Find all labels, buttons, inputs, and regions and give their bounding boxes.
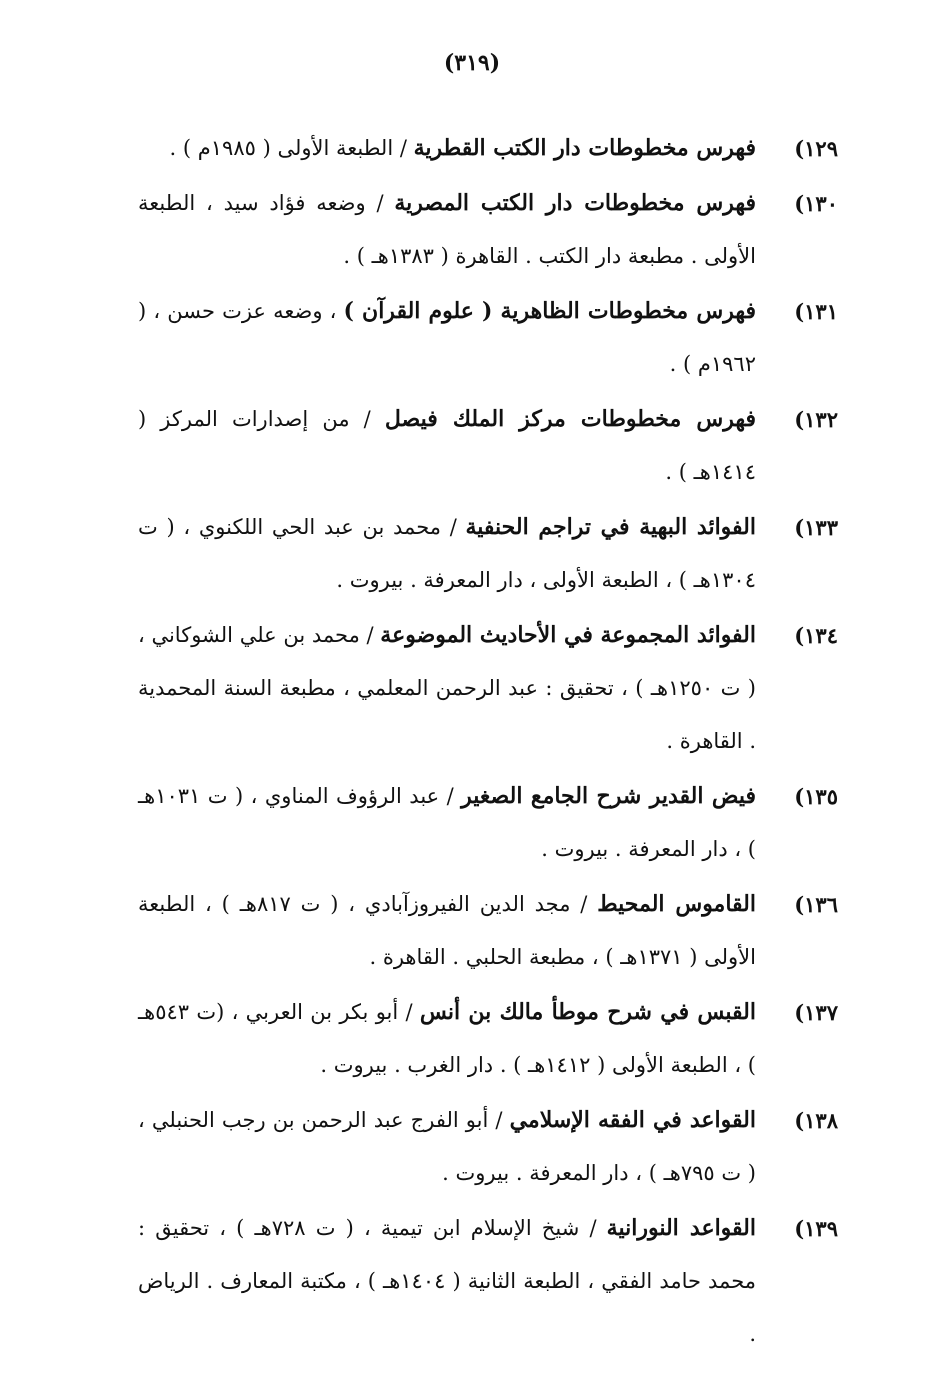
entry-title: الفوائد البهية في تراجم الحنفية xyxy=(465,514,756,540)
entry-details: / أبو الفرج عبد الرحمن بن رجب الحنبلي ، ( ت ٧٩٥هـ ) ، دار المعرفة . بيروت . xyxy=(138,1108,756,1185)
bibliography-entry xyxy=(138,770,838,876)
entry-details: / محمد بن علي الشوكاني ، ( ت ١٢٥٠هـ ) ، تحقيق : عبد الرحمن المعلمي ، مطبعة السنة المحمدية . القاهرة . xyxy=(138,623,756,753)
page-number: (٣١٩) xyxy=(443,50,501,76)
bibliography-entry xyxy=(138,986,838,1092)
bibliography-entry xyxy=(138,1202,838,1361)
entry-number: ١٣٥) xyxy=(794,784,838,809)
entry-title: القواعد في الفقه الإسلامي xyxy=(509,1107,756,1133)
bibliography-list xyxy=(138,122,838,1363)
entry-number: ١٣٢) xyxy=(794,407,838,432)
entry-details: / من إصدارات المركز ( ١٤١٤هـ ) . xyxy=(138,407,756,484)
entry-title: فهرس مخطوطات الظاهرية ( علوم القرآن ) xyxy=(343,298,756,324)
entry-title: فهرس مخطوطات دار الكتب المصرية xyxy=(394,190,756,216)
bibliography-entry xyxy=(138,285,838,391)
entry-title: القواعد النورانية xyxy=(606,1215,756,1241)
entry-details: / الطبعة الأولى ( ١٩٨٥م ) . xyxy=(169,136,414,160)
entry-title: فهرس مخطوطات مركز الملك فيصل xyxy=(384,406,756,432)
entry-details: / أبو بكر بن العربي ، (ت ٥٤٣هـ ) ، الطبعة الأولى ( ١٤١٢هـ ) . دار الغرب . بيروت . xyxy=(138,1000,756,1077)
entry-number: ١٣٨) xyxy=(794,1108,838,1133)
bibliography-entry xyxy=(138,1094,838,1200)
entry-title: القاموس المحيط xyxy=(597,891,756,917)
entry-number: ١٣٤) xyxy=(794,623,838,648)
bibliography-entry xyxy=(138,122,838,175)
bibliography-entry xyxy=(138,393,838,499)
entry-title: فيض القدير شرح الجامع الصغير xyxy=(461,783,756,809)
entry-details: / وضعه فؤاد سيد ، الطبعة الأولى . مطبعة دار الكتب . القاهرة ( ١٣٨٣هـ ) . xyxy=(138,191,756,268)
entry-title: فهرس مخطوطات دار الكتب القطرية xyxy=(413,135,756,161)
entry-details: / شيخ الإسلام ابن تيمية ، ( ت ٧٢٨هـ ) ، تحقيق : محمد حامد الفقي ، الطبعة الثانية ( ١٤٠٤هـ ) ، مكتبة المعارف . الرياض . xyxy=(138,1216,756,1346)
bibliography-entry xyxy=(138,609,838,768)
entry-title: الفوائد المجموعة في الأحاديث الموضوعة xyxy=(380,622,756,648)
entry-details: ، وضعه عزت حسن ، ( ١٩٦٢م ) . xyxy=(138,299,756,376)
entry-number: ١٣٦) xyxy=(794,892,838,917)
entry-number: ١٣٩) xyxy=(794,1216,838,1241)
entry-number: ١٣١) xyxy=(794,299,838,324)
entry-number: ١٣٠) xyxy=(794,191,838,216)
entry-number: ١٣٣) xyxy=(794,515,838,540)
entry-details: / مجد الدين الفيروزآبادي ، ( ت ٨١٧هـ ) ، الطبعة الأولى ( ١٣٧١هـ ) ، مطبعة الحلبي . القاهرة . xyxy=(138,892,756,969)
entry-details: / عبد الرؤوف المناوي ، ( ت ١٠٣١هـ ) ، دار المعرفة . بيروت . xyxy=(138,784,756,861)
entry-details: / محمد بن عبد الحي اللكنوي ، ( ت ١٣٠٤هـ ) ، الطبعة الأولى ، دار المعرفة . بيروت . xyxy=(138,515,756,592)
bibliography-entry xyxy=(138,501,838,607)
bibliography-entry xyxy=(138,878,838,984)
entry-number: ١٢٩) xyxy=(794,136,838,161)
entry-title: القبس في شرح موطأ مالك بن أنس xyxy=(419,999,756,1025)
entry-number: ١٣٧) xyxy=(794,1000,838,1025)
bibliography-entry xyxy=(138,177,838,283)
